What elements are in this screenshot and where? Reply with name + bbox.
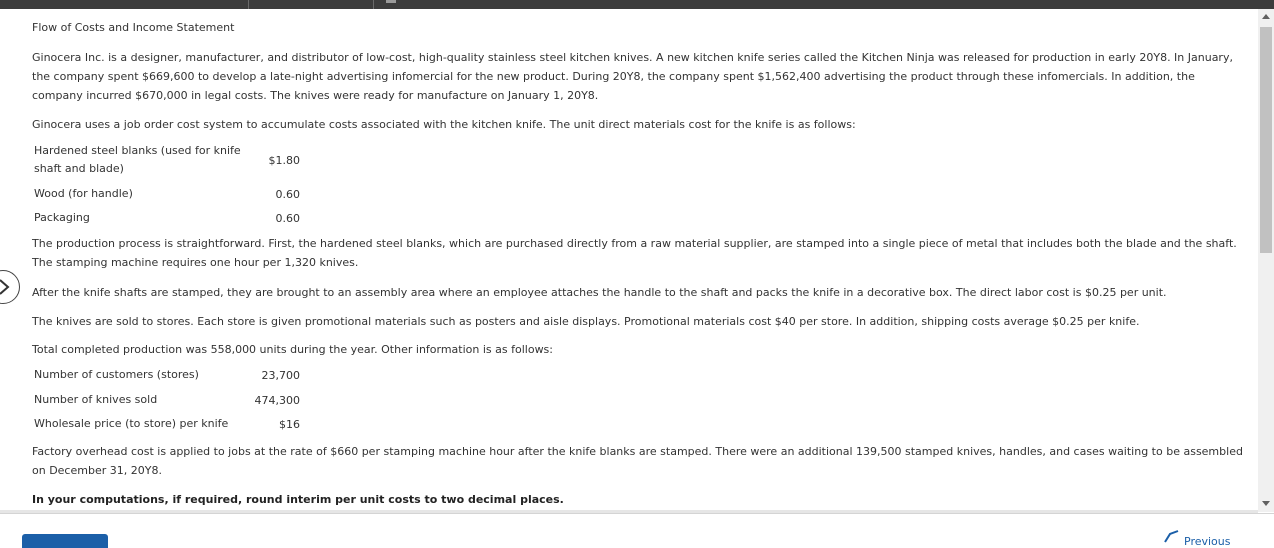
scrollbar-thumb[interactable]	[1260, 27, 1272, 253]
rounding-instruction: In your computations, if required, round interim per unit costs to two decimal places.	[32, 493, 564, 506]
paragraph-total-production: Total completed production was 558,000 units during the year. Other information is as follows:	[32, 343, 553, 356]
table-cell-label: Packaging	[34, 211, 90, 224]
problem-content	[0, 9, 1258, 512]
paragraph-assembly: After the knife shafts are stamped, they are brought to an assembly area where an employee attaches the handle to the shaft and packs the knife in a decorative box. The direct labor cost is $0.25 per unit.	[32, 286, 1167, 299]
table-cell-value: 474,300	[254, 393, 300, 407]
table-cell-value: $16	[279, 417, 300, 431]
paragraph-stores: The knives are sold to stores. Each store is given promotional materials such as posters and aisle displays. Promotional materials cost $40 per store. In addition, shipping costs average $0.25 per knife.	[32, 315, 1140, 328]
table-row	[34, 178, 300, 203]
table-row	[34, 409, 300, 433]
bottom-toolbar	[0, 513, 1274, 548]
table-cell-value: $1.80	[268, 153, 300, 167]
other-info-table	[34, 366, 300, 433]
check-icon	[1164, 530, 1180, 544]
top-tab[interactable]	[373, 0, 504, 9]
paragraph-job-order: Ginocera uses a job order cost system to accumulate costs associated with the kitchen knife. The unit direct materials cost for the knife is as follows:	[32, 118, 856, 131]
table-cell-label: Wholesale price (to store) per knife	[34, 417, 229, 430]
table-cell-value: 0.60	[275, 187, 300, 201]
table-cell-label: Number of knives sold	[34, 393, 158, 406]
scroll-down-arrow-icon[interactable]	[1262, 501, 1270, 506]
materials-table	[34, 142, 300, 227]
paragraph-factory-overhead: Factory overhead cost is applied to jobs at the rate of $660 per stamping machine hour after the knife blanks are stamped. There were an additional 139,500 stamped knives, handles, and cases waiting to be assembled on December 31, 20Y8.	[32, 445, 1243, 477]
table-cell-label: Hardened steel blanks (used for knife shaft and blade)	[34, 144, 241, 175]
table-row	[34, 142, 300, 178]
chevron-right-icon	[0, 279, 11, 295]
table-cell-value: 0.60	[275, 211, 300, 225]
paragraph-company-intro: Ginocera Inc. is a designer, manufacturer, and distributor of low-cost, high-quality stainless steel kitchen knives. A new kitchen knife series called the Kitchen Ninja was released for production in early 20Y8. In January, the company spent $669,600 to develop a late-night advertising infomercial for the new product. During 20Y8, the company spent $1,562,400 advertising the product through these infomercials. In addition, the company incurred $670,000 in legal costs. The knives were ready for manufacture on January 1, 20Y8.	[32, 51, 1233, 102]
paragraph-production-process: The production process is straightforward. First, the hardened steel blanks, which are purchased directly from a raw material supplier, are stamped into a single piece of metal that includes both the blade and the shaft. The stamping machine requires one hour per 1,320 knives.	[32, 237, 1237, 269]
table-row	[34, 384, 300, 409]
scroll-up-arrow-icon[interactable]	[1262, 14, 1270, 19]
check-my-work-button[interactable]	[22, 534, 108, 548]
vertical-scrollbar[interactable]	[1258, 9, 1274, 512]
top-tab[interactable]	[248, 0, 373, 9]
window-top-bar	[0, 0, 1274, 9]
previous-label: Previous	[1184, 535, 1231, 548]
table-row	[34, 203, 300, 227]
table-cell-value: 23,700	[261, 368, 300, 382]
table-cell-label: Wood (for handle)	[34, 187, 133, 200]
table-cell-label: Number of customers (stores)	[34, 368, 199, 381]
table-row	[34, 366, 300, 384]
page-title: Flow of Costs and Income Statement	[32, 21, 235, 34]
